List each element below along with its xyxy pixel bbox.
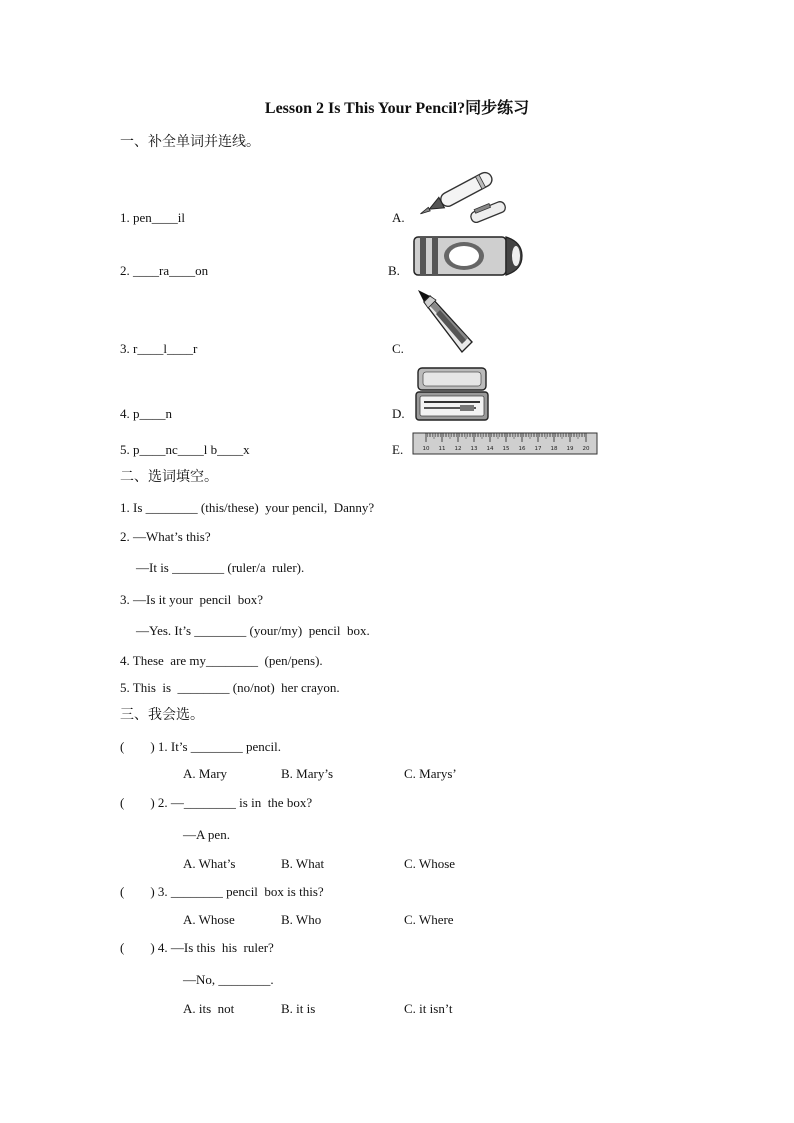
- ruler-tick-label: 17: [534, 446, 542, 452]
- match-letter-b: B.: [388, 263, 400, 278]
- fill-line-7: 5. This is ________ (no/not) her crayon.: [120, 680, 340, 695]
- choice-option-1b: B. Mary’s: [281, 766, 333, 781]
- section-heading-2: 二、选词填空。: [120, 470, 218, 485]
- choice-question-2: ( ) 2. —________ is in the box?: [120, 795, 313, 810]
- choice-option-3c: C. Where: [404, 912, 454, 927]
- ruler-tick-label: 13: [470, 446, 478, 452]
- section-heading-3: 三、我会选。: [120, 708, 204, 723]
- choice-question-1: ( ) 1. It’s ________ pencil.: [120, 739, 282, 754]
- fill-line-4: 3. —Is it your pencil box?: [120, 592, 263, 607]
- match-item-3: 3. r____l____r: [120, 341, 198, 356]
- choice-option-4b: B. it is: [281, 1001, 316, 1016]
- match-letter-c: C.: [392, 341, 404, 356]
- match-item-4: 4. p____n: [120, 406, 172, 421]
- ruler-tick-label: 16: [518, 446, 526, 452]
- match-letter-e: E.: [392, 442, 404, 457]
- pencil-icon: [414, 288, 476, 356]
- match-letter-a: A.: [392, 210, 405, 225]
- fill-line-1: 1. Is ________ (this/these) your pencil, Danny?: [120, 500, 375, 515]
- page-title: Lesson 2 Is This Your Pencil?同步练习: [264, 100, 530, 117]
- choice-option-2c: C. Whose: [404, 856, 456, 871]
- ruler-icon: [412, 432, 600, 456]
- choice-option-4c: C. it isn’t: [404, 1001, 453, 1016]
- ruler-tick-label: 11: [438, 446, 446, 452]
- ruler-tick-label: 14: [486, 446, 494, 452]
- choice-option-1c: C. Marys’: [404, 766, 457, 781]
- ruler-tick-label: 18: [550, 446, 558, 452]
- fill-line-3: —It is ________ (ruler/a ruler).: [136, 560, 305, 575]
- ruler-tick-label: 12: [454, 446, 462, 452]
- crayon-icon: [412, 234, 524, 278]
- ruler-tick-label: 19: [566, 446, 574, 452]
- choice-answer-line-2: —A pen.: [183, 827, 230, 842]
- ruler-tick-label: 10: [422, 446, 430, 452]
- fill-line-5: —Yes. It’s ________ (your/my) pencil box.: [136, 623, 370, 638]
- match-item-1: 1. pen____il: [120, 210, 185, 225]
- choice-question-4: ( ) 4. —Is this his ruler?: [120, 940, 274, 955]
- choice-option-1a: A. Mary: [183, 766, 228, 781]
- choice-option-2a: A. What’s: [183, 856, 236, 871]
- ruler-tick-label: 20: [582, 446, 590, 452]
- choice-question-3: ( ) 3. ________ pencil box is this?: [120, 884, 324, 899]
- match-letter-d: D.: [392, 406, 405, 421]
- choice-option-2b: B. What: [281, 856, 325, 871]
- choice-answer-line-4: —No, ________.: [183, 972, 274, 987]
- ruler-tick-label: 15: [502, 446, 510, 452]
- fill-line-6: 4. These are my________ (pen/pens).: [120, 653, 323, 668]
- fill-line-2: 2. —What’s this?: [120, 529, 211, 544]
- fountain-pen-icon: [412, 163, 512, 225]
- choice-option-3b: B. Who: [281, 912, 322, 927]
- pencil-box-icon: [414, 366, 490, 424]
- section-heading-1: 一、补全单词并连线。: [120, 135, 260, 150]
- choice-option-4a: A. its not: [183, 1001, 235, 1016]
- match-item-2: 2. ____ra____on: [120, 263, 209, 278]
- match-item-5: 5. p____nc____l b____x: [120, 442, 250, 457]
- choice-option-3a: A. Whose: [183, 912, 235, 927]
